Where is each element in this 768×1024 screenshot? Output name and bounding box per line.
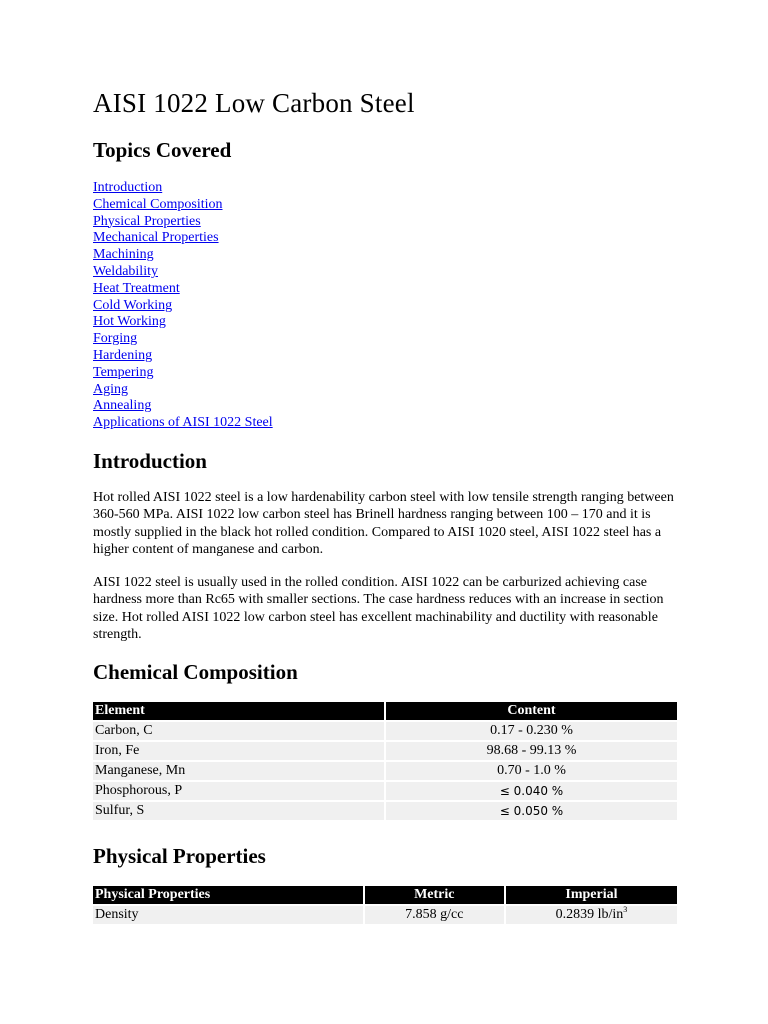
element-cell: Manganese, Mn	[93, 762, 384, 780]
physical-properties-table	[91, 884, 679, 926]
topic-link-applications[interactable]: Applications of AISI 1022 Steel	[93, 415, 273, 431]
topic-link-cold-working[interactable]: Cold Working	[93, 297, 173, 313]
topic-item	[93, 214, 273, 231]
imperial-cell	[506, 906, 677, 924]
chemical-composition-heading: Chemical Composition	[93, 660, 298, 684]
introduction-paragraph-2: AISI 1022 steel is usually used in the rolled condition. AISI 1022 can be carburized achieving case hardness more than Rc65 with smaller sections. The case hardness reduces with an increase in section size. Hot rolled AISI 1022 low carbon steel has excellent machinability and ductility with reasonable strength.	[93, 575, 664, 642]
topic-item	[93, 264, 273, 281]
topic-link-machining[interactable]: Machining	[93, 247, 154, 263]
topic-link-introduction[interactable]: Introduction	[93, 180, 163, 195]
topic-link-hot-working[interactable]: Hot Working	[93, 314, 166, 330]
imperial-value: 0.2839 lb/in	[555, 907, 624, 922]
topic-item	[93, 180, 273, 197]
topic-link-aging[interactable]: Aging	[93, 381, 128, 397]
table-row	[93, 782, 677, 800]
content-cell: ≤ 0.040 %	[386, 782, 677, 800]
topic-item	[93, 247, 273, 264]
column-header-physical-properties: Physical Properties	[93, 886, 363, 904]
topic-item	[93, 281, 273, 298]
topic-link-hardening[interactable]: Hardening	[93, 347, 153, 363]
element-cell: Phosphorous, P	[93, 782, 384, 800]
content-cell: 0.17 - 0.230 %	[386, 722, 677, 740]
property-cell: Density	[93, 906, 363, 924]
chemical-composition-table	[91, 700, 679, 822]
topic-link-tempering[interactable]: Tempering	[93, 364, 154, 380]
topic-link-annealing[interactable]: Annealing	[93, 398, 152, 414]
table-header-row	[93, 702, 677, 720]
topic-item	[93, 298, 273, 315]
content-cell: 0.70 - 1.0 %	[386, 762, 677, 780]
topic-link-weldability[interactable]: Weldability	[93, 263, 158, 279]
column-header-element: Element	[93, 702, 384, 720]
unit-exponent: 3	[623, 905, 628, 914]
column-header-content: Content	[386, 702, 677, 720]
topic-item	[93, 382, 273, 399]
table-row	[93, 802, 677, 820]
topic-item	[93, 331, 273, 348]
topic-link-mechanical-properties[interactable]: Mechanical Properties	[93, 230, 219, 246]
content-cell: ≤ 0.050 %	[386, 802, 677, 820]
metric-cell: 7.858 g/cc	[365, 906, 504, 924]
topic-link-chemical-composition[interactable]: Chemical Composition	[93, 196, 223, 212]
table-row	[93, 722, 677, 740]
topic-link-heat-treatment[interactable]: Heat Treatment	[93, 280, 180, 296]
element-cell: Sulfur, S	[93, 802, 384, 820]
table-header-row	[93, 886, 677, 904]
topic-item	[93, 398, 273, 415]
element-cell: Iron, Fe	[93, 742, 384, 760]
page-title: AISI 1022 Low Carbon Steel	[93, 88, 415, 118]
topic-item	[93, 365, 273, 382]
topic-link-physical-properties[interactable]: Physical Properties	[93, 213, 201, 229]
topic-item	[93, 348, 273, 365]
table-row	[93, 742, 677, 760]
introduction-paragraph-1: Hot rolled AISI 1022 steel is a low hardenability carbon steel with low tensile strength ranging between 360-560 MPa. AISI 1022 low carbon steel has Brinell hardness ranging between 100 – 170 and it is mostly supplied in the black hot rolled condition. Compared to AISI 1020 steel, AISI 1022 steel has a higher content of manganese and carbon.	[93, 490, 674, 557]
topic-link-forging[interactable]: Forging	[93, 331, 138, 347]
table-row	[93, 906, 677, 924]
topic-item	[93, 314, 273, 331]
physical-properties-heading: Physical Properties	[93, 844, 266, 868]
introduction-heading: Introduction	[93, 449, 207, 473]
table-row	[93, 762, 677, 780]
topics-heading: Topics Covered	[93, 138, 232, 162]
topic-item	[93, 230, 273, 247]
topic-item	[93, 197, 273, 214]
column-header-imperial: Imperial	[506, 886, 677, 904]
topic-item	[93, 415, 273, 432]
element-cell: Carbon, C	[93, 722, 384, 740]
topics-list	[93, 180, 273, 432]
column-header-metric: Metric	[365, 886, 504, 904]
content-cell: 98.68 - 99.13 %	[386, 742, 677, 760]
